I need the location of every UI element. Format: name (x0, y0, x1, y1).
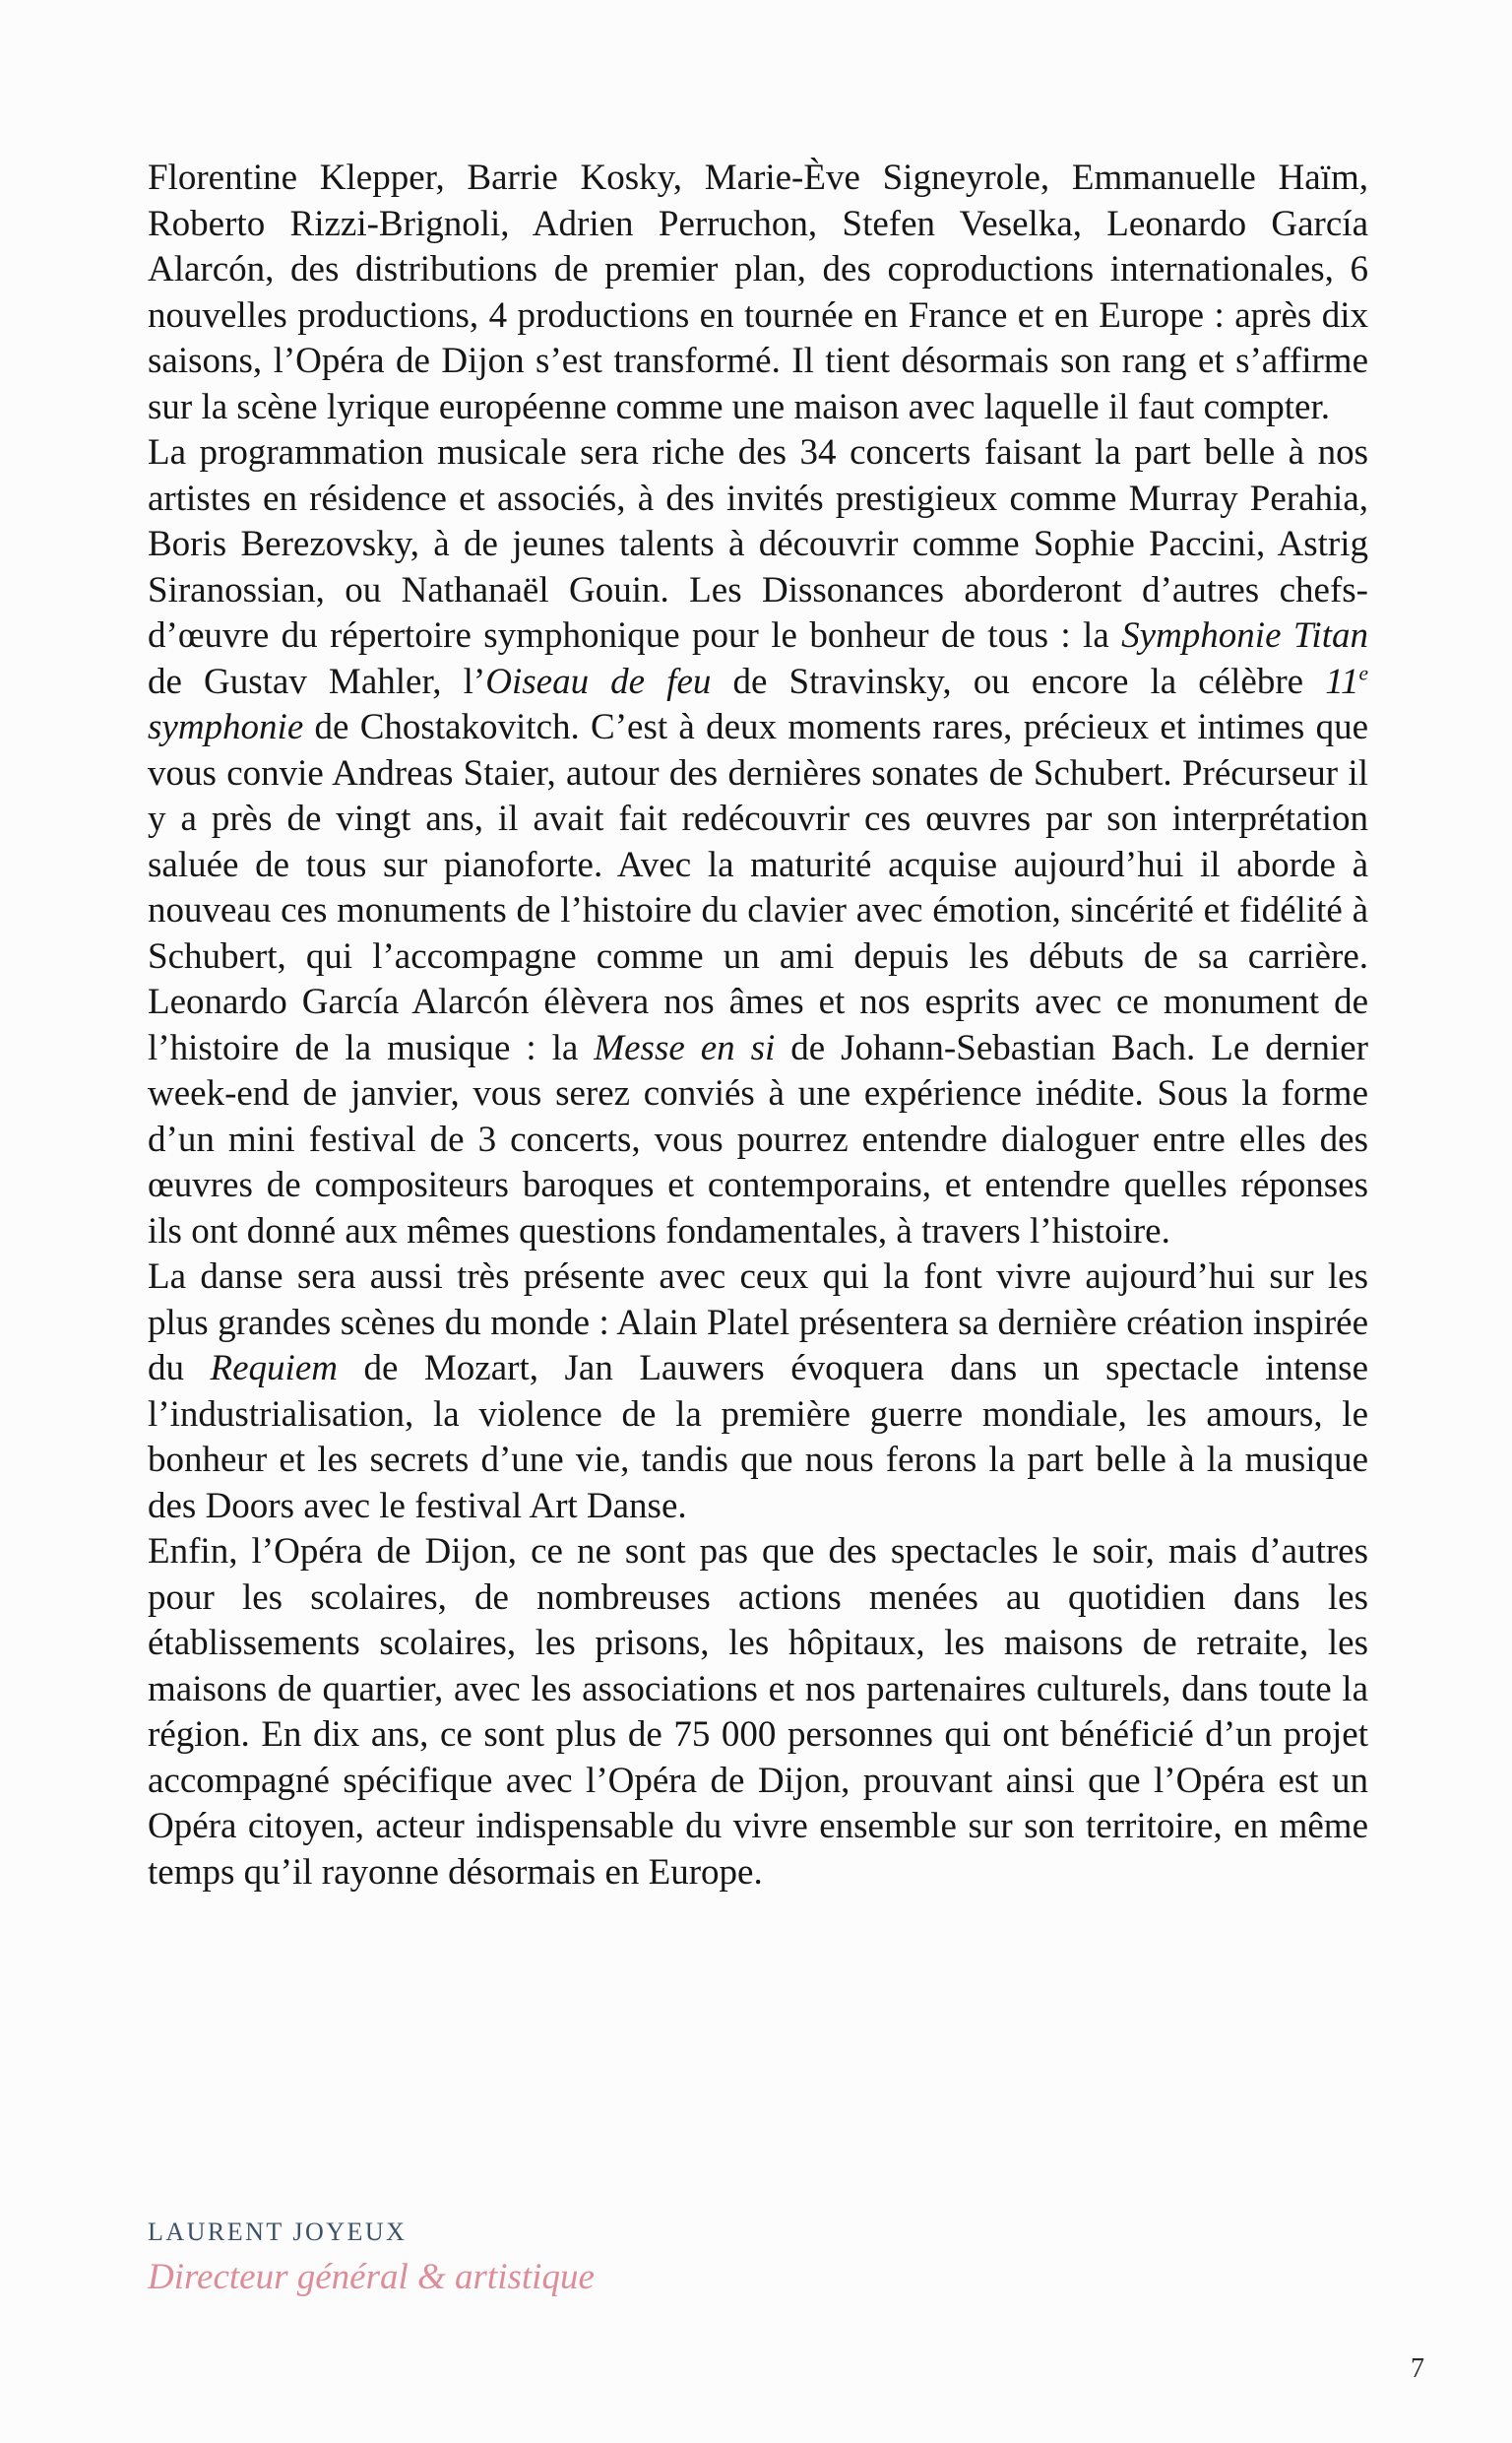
signature-name: LAURENT JOYEUX (148, 2218, 408, 2246)
paragraph-intro: Florentine Klepper, Barrie Kosky, Marie-Ève Signeyrole, Emmanuelle Haïm, Roberto Rizzi-Brignoli, Adrien Perruchon, Stefen Veselka, Leonardo García Alarcón, des distributions de premier plan, des coproductions internationales, 6 nouvelles productions, 4 productions en tournée en France et en Europe : après dix saisons, l’Opéra de Dijon s’est transformé. Il tient désormais son rang et s’affirme sur la scène lyrique européenne comme une maison avec laquelle il faut compter. (148, 158, 1368, 427)
page-number: 7 (1411, 2353, 1424, 2384)
signature-title: Directeur général & artistique (148, 2257, 595, 2297)
paragraph-dance: La danse sera aussi très présente avec ceux qui la font vivre aujourd’hui sur les plus grandes scènes du monde : Alain Platel présentera sa dernière création inspirée du Requiem de Mozart, Jan Lauwers évoquera dans un spectacle intense l’industrialisation, la violence de la première guerre mondiale, les amours, le bonheur et les secrets d’une vie, tandis que nous ferons la part belle à la musique des Doors avec le festival Art Danse. (148, 1256, 1369, 1526)
paragraph-citizen-opera: Enfin, l’Opéra de Dijon, ce ne sont pas que des spectacles le soir, mais d’autres pour les scolaires, de nombreuses actions menées au quotidien dans les établissements scolaires, les prisons, les hôpitaux, les maisons de retraite, les maisons de quartier, avec les associations et nos partenaires culturels, dans toute la région. En dix ans, ce sont plus de 75 000 personnes qui ont bénéficié d’un projet accompagné spécifique avec l’Opéra de Dijon, prouvant ainsi que l’Opéra est un Opéra citoyen, acteur indispensable du vivre ensemble sur son territoire, en même temps qu’il rayonne désormais en Europe. (148, 1531, 1368, 1893)
signature-block (148, 2218, 1034, 2298)
paragraph-music-program: La programmation musicale sera riche des 34 concerts faisant la part belle à nos artistes en résidence et associés, à des invités prestigieux comme Murray Perahia, Boris Berezovsky, à de jeunes talents à découvrir comme Sophie Paccini, Astrig Siranossian, ou Nathanaël Gouin. Les Dissonances aborderont d’autres chefs-d’œuvre du répertoire symphonique pour le bonheur de tous : la Symphonie Titan de Gustav Mahler, l’Oiseau de feu de Stravinsky, ou encore la célèbre 11e symphonie de Chostakovitch. C’est à deux moments rares, précieux et intimes que vous convie Andreas Staier, autour des dernières sonates de Schubert. Précurseur il y a près de vingt ans, il avait fait redécouvrir ces œuvres par son interprétation saluée de tous sur pianoforte. Avec la maturité acquise aujourd’hui il aborde à nouveau ces monuments de l’histoire du clavier avec émotion, sincérité et fidélité à Schubert, qui l’accompagne comme un ami depuis les débuts de sa carrière. Leonardo García Alarcón élèvera nos âmes et nos esprits avec ce monument de l’histoire de la musique : la Messe en si de Johann-Sebastian Bach. Le dernier week-end de janvier, vous serez conviés à une expérience inédite. Sous la forme d’un mini festival de 3 concerts, vous pourrez entendre dialoguer entre elles des œuvres de compositeurs baroques et contemporains, et entendre quelles réponses ils ont donné aux mêmes questions fondamentales, à travers l’histoire. (148, 432, 1368, 1252)
body-text (148, 156, 1368, 1896)
